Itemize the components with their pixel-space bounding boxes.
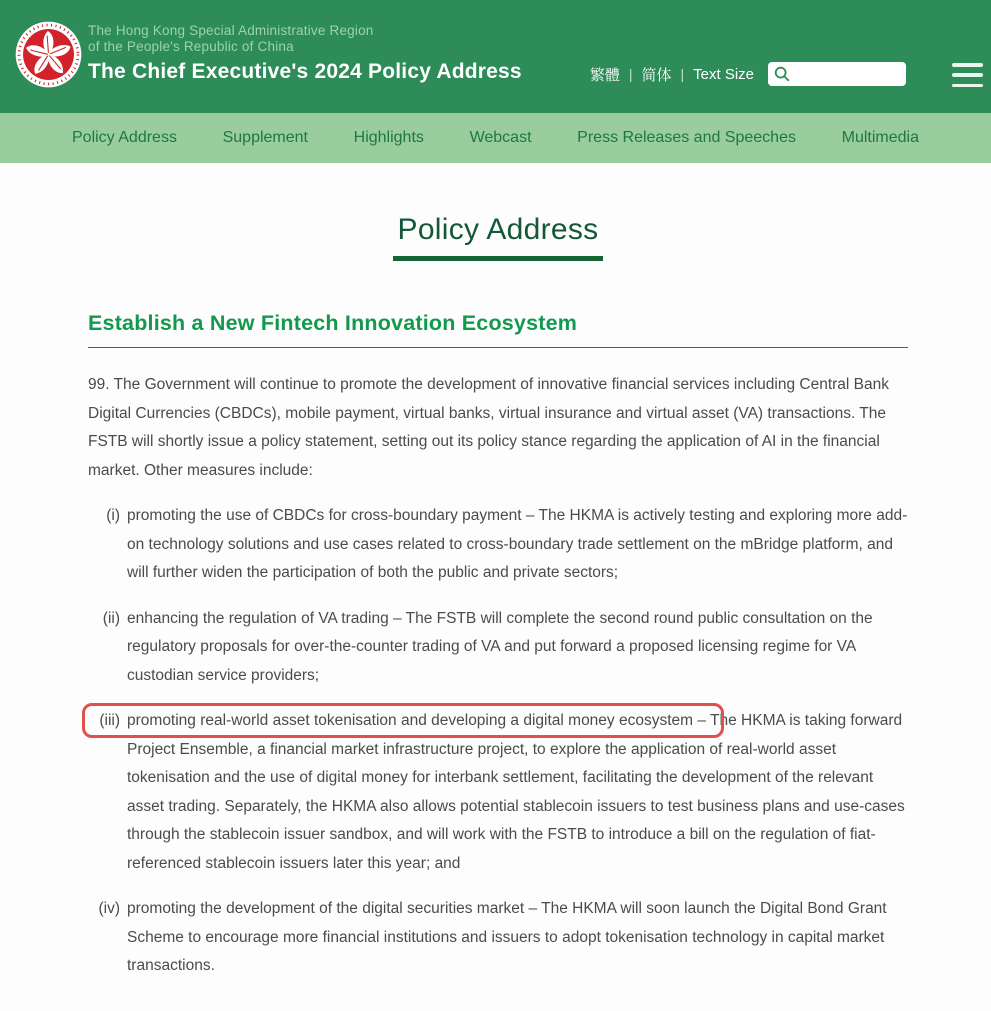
hksar-emblem-logo[interactable] <box>15 21 82 88</box>
separator: | <box>628 66 633 82</box>
list-item-iii <box>88 707 908 878</box>
search-box[interactable] <box>768 62 906 86</box>
section-heading: Establish a New Fintech Innovation Ecosystem <box>88 311 578 335</box>
list-item-text <box>127 707 908 878</box>
list-marker: (iii) <box>99 712 120 729</box>
nav-press-releases[interactable]: Press Releases and Speeches <box>577 129 796 146</box>
lang-traditional-link[interactable]: 繁體 <box>589 66 620 84</box>
nav-webcast[interactable]: Webcast <box>469 129 532 146</box>
list-marker: (iv) <box>98 900 120 917</box>
region-line-2: of the People's Republic of China <box>88 39 294 54</box>
page-title: Policy Address <box>397 213 599 246</box>
intro-paragraph: 99. The Government will continue to promote the development of innovative financial services including Central Bank Digital Currencies (CBDCs), mobile payment, virtual banks, virtual insurance and virtual asset (VA) transactions. The FSTB will shortly issue a policy statement, setting out its policy stance regarding the application of AI in the financial market. Other measures include: <box>88 376 889 479</box>
section-divider <box>88 347 908 348</box>
nav-policy-address[interactable]: Policy Address <box>72 129 177 146</box>
list-item-text: promoting the development of the digital securities market – The HKMA will soon launch the Digital Bond Grant Scheme to encourage more financial institutions and issuers to adopt tokenisation technology in capital market transactions. <box>127 900 887 974</box>
measures-list <box>88 502 908 981</box>
list-item-iv <box>88 895 908 981</box>
region-line-1: The Hong Kong Special Administrative Region <box>88 23 374 38</box>
bauhinia-emblem-icon <box>15 21 82 88</box>
nav-multimedia[interactable]: Multimedia <box>841 129 919 146</box>
nav-supplement[interactable]: Supplement <box>222 129 308 146</box>
list-item-ii <box>88 605 908 691</box>
list-item-text: enhancing the regulation of VA trading – The FSTB will complete the second round public consultation on the regulatory proposals for over-the-counter trading of VA and put forward a proposed licensing regime for VA custodian service providers; <box>127 609 873 684</box>
search-icon[interactable] <box>773 65 791 83</box>
main-content <box>88 213 908 1011</box>
header-controls <box>590 61 906 87</box>
list-marker: (i) <box>106 507 120 524</box>
separator: | <box>680 66 685 82</box>
main-navigation <box>0 113 991 163</box>
title-underline <box>393 256 603 261</box>
lang-simplified-link[interactable]: 简体 <box>641 66 672 84</box>
site-header <box>0 0 991 113</box>
page-title-block <box>88 213 908 261</box>
text-size-control[interactable]: Text Size <box>693 65 754 83</box>
header-titles <box>88 23 522 84</box>
hamburger-menu-icon[interactable] <box>952 63 983 87</box>
list-item-text: promoting the use of CBDCs for cross-boundary payment – The HKMA is actively testing and exploring more add-on technology solutions and use cases related to cross-boundary trade settlement on the mBridge platform, and will further widen the participation of both the public and private sectors; <box>127 507 908 581</box>
nav-highlights[interactable]: Highlights <box>353 129 424 146</box>
list-marker: (ii) <box>102 609 120 627</box>
list-item-i <box>88 502 908 588</box>
highlighted-phrase: promoting real-world asset tokenisation and developing a digital money ecosystem <box>127 712 694 729</box>
list-item-text-rest: – The HKMA is taking forward Project Ensemble, a financial market infrastructure project, to explore the application of real-world asset tokenisation and the use of digital money for interbank settlement, facilitating the development of the relevant asset trading. Separately, the HKMA also allows potential stablecoin issuers to test business plans and use-cases through the stablecoin issuer sandbox, and will work with the FSTB to introduce a bill on the regulation of fiat-referenced stablecoin issuers later this year; and <box>127 712 905 872</box>
site-title[interactable]: The Chief Executive's 2024 Policy Address <box>88 60 522 83</box>
